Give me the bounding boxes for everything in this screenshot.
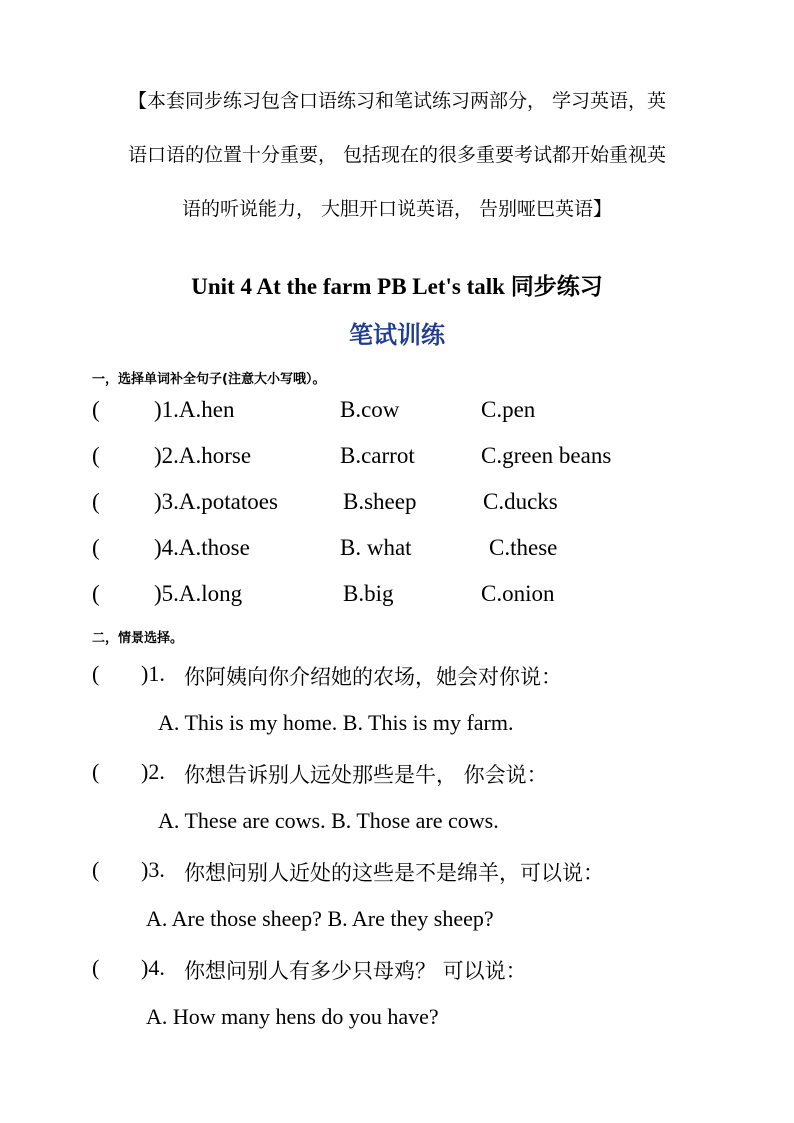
option-a: )3.A.potatoes [154,489,278,514]
option-a: )1.A.hen [154,397,235,422]
page-subtitle: 笔试训练 [349,321,445,349]
question-text: 你阿姨向你介绍她的农场，她会对你说： [184,665,562,689]
page-title: Unit 4 At the farm PB Let's talk 同步练习 [191,274,603,299]
option-a: )5.A.long [154,581,243,606]
option-b: B.sheep [343,489,417,514]
option-b: B.cow [340,397,400,422]
intro-line-2: 语口语的位置十分重要， 包括现在的很多重要考试都开始重视英 [127,144,667,166]
question-number: )3. [141,857,165,882]
question-number: )1. [141,661,165,686]
option-c: C.green beans [481,443,612,468]
answer-bracket: ( [92,535,100,560]
section-2-heading: 二，情景选择。 [92,631,184,646]
answer-bracket: ( [92,661,100,686]
answer-options: A. Are those sheep? B. Are they sheep? [146,906,494,931]
question-text: 你想告诉别人远处那些是牛， 你会说： [184,763,548,787]
section-1-heading: 一，选择单词补全句子(注意大小写哦）。 [92,372,326,387]
option-a: )4.A.those [154,535,250,560]
intro-line-1: 【本套同步练习包含口语练习和笔试练习两部分， 学习英语，英 [127,90,667,112]
option-c: C.ducks [483,489,558,514]
option-b: B. what [340,535,412,560]
option-a: )2.A.horse [154,443,252,468]
intro-line-3: 语的听说能力， 大胆开口说英语， 告别哑巴英语】 [181,198,613,220]
answer-bracket: ( [92,397,100,422]
question-text: 你想问别人近处的这些是不是绵羊，可以说： [184,861,604,885]
question-text: 你想问别人有多少只母鸡？ 可以说： [184,959,527,983]
answer-bracket: ( [92,581,100,606]
option-c: C.pen [481,397,536,422]
answer-bracket: ( [92,857,100,882]
option-b: B.carrot [340,443,415,468]
option-b: B.big [343,581,394,606]
option-c: C.onion [481,581,555,606]
answer-bracket: ( [92,443,100,468]
answer-bracket: ( [92,759,100,784]
answer-options: A. This is my home. B. This is my farm. [158,710,514,735]
answer-options: A. These are cows. B. Those are cows. [158,808,499,833]
question-number: )4. [141,955,165,980]
answer-options: A. How many hens do you have? [146,1004,439,1029]
answer-bracket: ( [92,955,100,980]
option-c: C.these [489,535,558,560]
answer-bracket: ( [92,489,100,514]
question-number: )2. [141,759,165,784]
